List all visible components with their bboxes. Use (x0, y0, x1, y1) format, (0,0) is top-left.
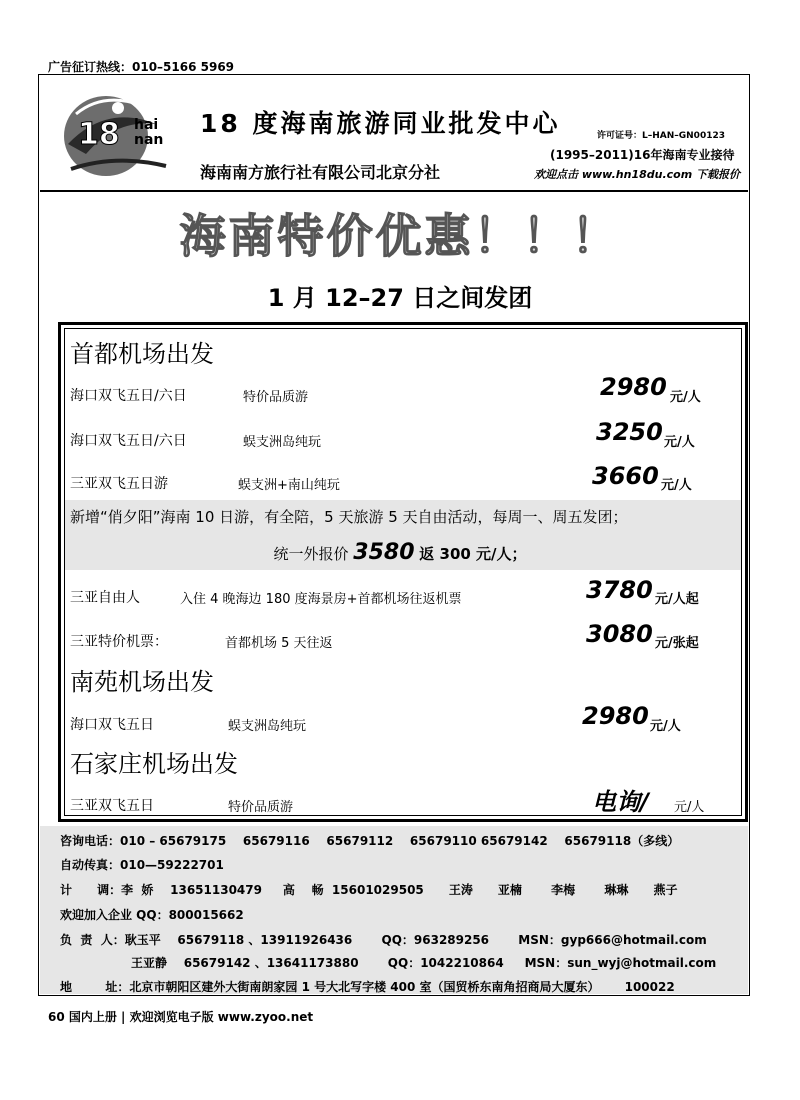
contact-qq: 欢迎加入企业 QQ：800015662 (60, 908, 244, 922)
special-offer-prefix: 统一外报价 (273, 545, 349, 563)
contact-fax: 自动传真：010—59222701 (60, 858, 224, 872)
service-years: (1995–2011)16年海南专业接待 (550, 148, 735, 162)
contact-address: 地 址：北京市朝阳区建外大街南朗家园 1 号大北写字楼 400 室（国贸桥东南角招商局大厦东） 100022 (60, 980, 675, 994)
license-number: 许可证号：L–HAN–GN00123 (597, 131, 725, 141)
route-name: 海口双飞五日/六日 (70, 433, 187, 449)
section-title-nanyuan-airport: 南苑机场出发 (70, 668, 214, 696)
price-unit: 元/人 (650, 719, 681, 734)
logo-text-hai: hai (134, 117, 159, 133)
ad-hotline: 广告征订热线：010–5166 5969 (48, 60, 235, 74)
promo-title: 海南特价优惠！！！ (179, 209, 621, 263)
route-desc: 蜈支洲岛纯玩 (228, 719, 307, 734)
route-price: 3780 (586, 576, 653, 604)
price-unit: 元/人 (661, 478, 692, 493)
company-name: 海南南方旅行社有限公司北京分社 (200, 163, 441, 182)
section-title-shijiazhuang-airport: 石家庄机场出发 (70, 750, 238, 778)
contact-phone: 咨询电话：010 – 65679175 65679116 65679112 65679110 65679142 65679118（多线） (60, 834, 680, 848)
route-name: 三亚双飞五日游 (70, 476, 168, 492)
special-offer-price-line (0, 540, 800, 565)
price-unit: 元/张起 (655, 636, 699, 651)
route-price: 2980 (582, 702, 649, 730)
website-link[interactable]: 欢迎点击 www.hn18du.com 下载报价 (534, 168, 741, 181)
route-name: 三亚自由人 (70, 590, 140, 606)
route-name: 三亚特价机票： (70, 634, 168, 650)
route-price: 3250 (596, 418, 663, 446)
route-desc: 特价品质游 (243, 390, 309, 405)
special-offer-rebate: 返 300 元/人； (419, 545, 527, 563)
contact-dispatch: 计 调：李 娇 13651130479 高 畅 15601029505 王涛 亚楠 李梅 琳琳 燕子 (60, 883, 678, 897)
section-title-capital-airport: 首都机场出发 (70, 340, 214, 368)
logo-emblem-icon (56, 84, 186, 184)
logo-text-nan: nan (134, 132, 164, 148)
center-title: 18 度海南旅游同业批发中心 (200, 109, 561, 138)
contact-manager-1: 负 责 人：耿玉平 65679118 、13911926436 QQ：963289256 MSN：gyp666@hotmail.com (60, 933, 707, 947)
route-price: 3080 (586, 620, 653, 648)
route-name: 海口双飞五日/六日 (70, 388, 187, 404)
route-desc: 蜈支洲岛纯玩 (243, 435, 322, 450)
logo-number: 18 (78, 117, 120, 152)
route-price: 3660 (592, 462, 659, 490)
company-logo (56, 84, 186, 184)
route-name: 海口双飞五日 (70, 717, 154, 733)
contact-manager-2: 王亚静 65679142 、13641173880 QQ：1042210864 MSN：sun_wyj@hotmail.com (60, 956, 717, 970)
route-desc: 特价品质游 (228, 800, 294, 815)
price-unit: 元/人 (674, 800, 705, 815)
special-offer-text: 新增“俏夕阳”海南 10 日游，有全陪，5 天旅游 5 天自由活动，每周一、周五发团； (70, 508, 628, 526)
departure-dates: 1 月 12–27 日之间发团 (267, 284, 533, 312)
route-desc: 首都机场 5 天往返 (225, 636, 333, 651)
header-divider (40, 190, 748, 192)
route-desc: 蜈支洲+南山纯玩 (238, 478, 340, 493)
route-price: 2980 (600, 373, 667, 401)
price-unit: 元/人起 (655, 592, 699, 607)
price-unit: 元/人 (664, 435, 695, 450)
route-name: 三亚双飞五日 (70, 798, 154, 814)
special-offer-price: 3580 (353, 540, 415, 565)
route-desc: 入住 4 晚海边 180 度海景房+首都机场往返机票 (180, 592, 462, 607)
route-price: 电询/ (592, 788, 649, 816)
page-footer: 60 国内上册 | 欢迎浏览电子版 www.zyoo.net (48, 1010, 314, 1024)
price-unit: 元/人 (670, 390, 701, 405)
